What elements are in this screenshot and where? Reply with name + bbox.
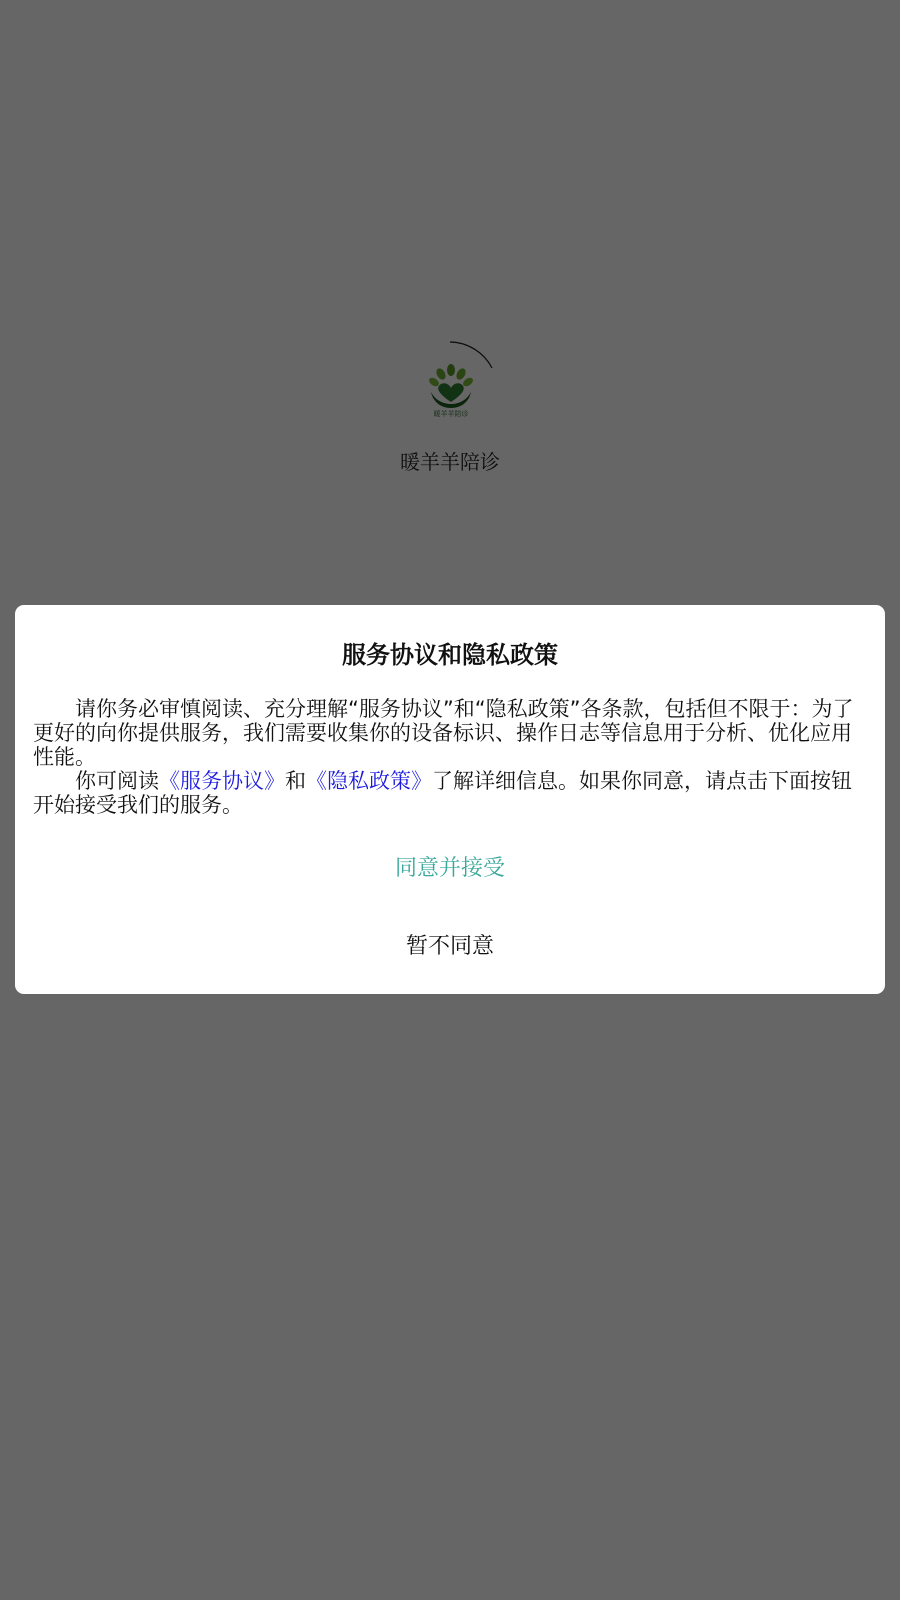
decline-button[interactable]: 暂不同意 — [15, 929, 885, 960]
dialog-paragraph-2 — [33, 769, 868, 817]
privacy-dialog — [15, 605, 885, 994]
privacy-policy-link[interactable]: 《隐私政策》 — [306, 769, 432, 793]
para2-suffix: 了解详细信息。如果你同意，请点击下面按钮开始接受我们的服务。 — [33, 769, 852, 817]
para2-prefix: 你可阅读 — [75, 769, 159, 793]
service-agreement-link[interactable]: 《服务协议》 — [159, 769, 285, 793]
dialog-title: 服务协议和隐私政策 — [342, 641, 558, 669]
dialog-body — [33, 697, 868, 817]
dialog-paragraph-1: 请你务必审慎阅读、充分理解“服务协议”和“隐私政策”各条款，包括但不限于：为了更好的向你提供服务，我们需要收集你的设备标识、操作日志等信息用于分析、优化应用性能。 — [33, 697, 854, 769]
agree-button[interactable]: 同意并接受 — [15, 851, 885, 882]
para2-and: 和 — [285, 769, 306, 793]
